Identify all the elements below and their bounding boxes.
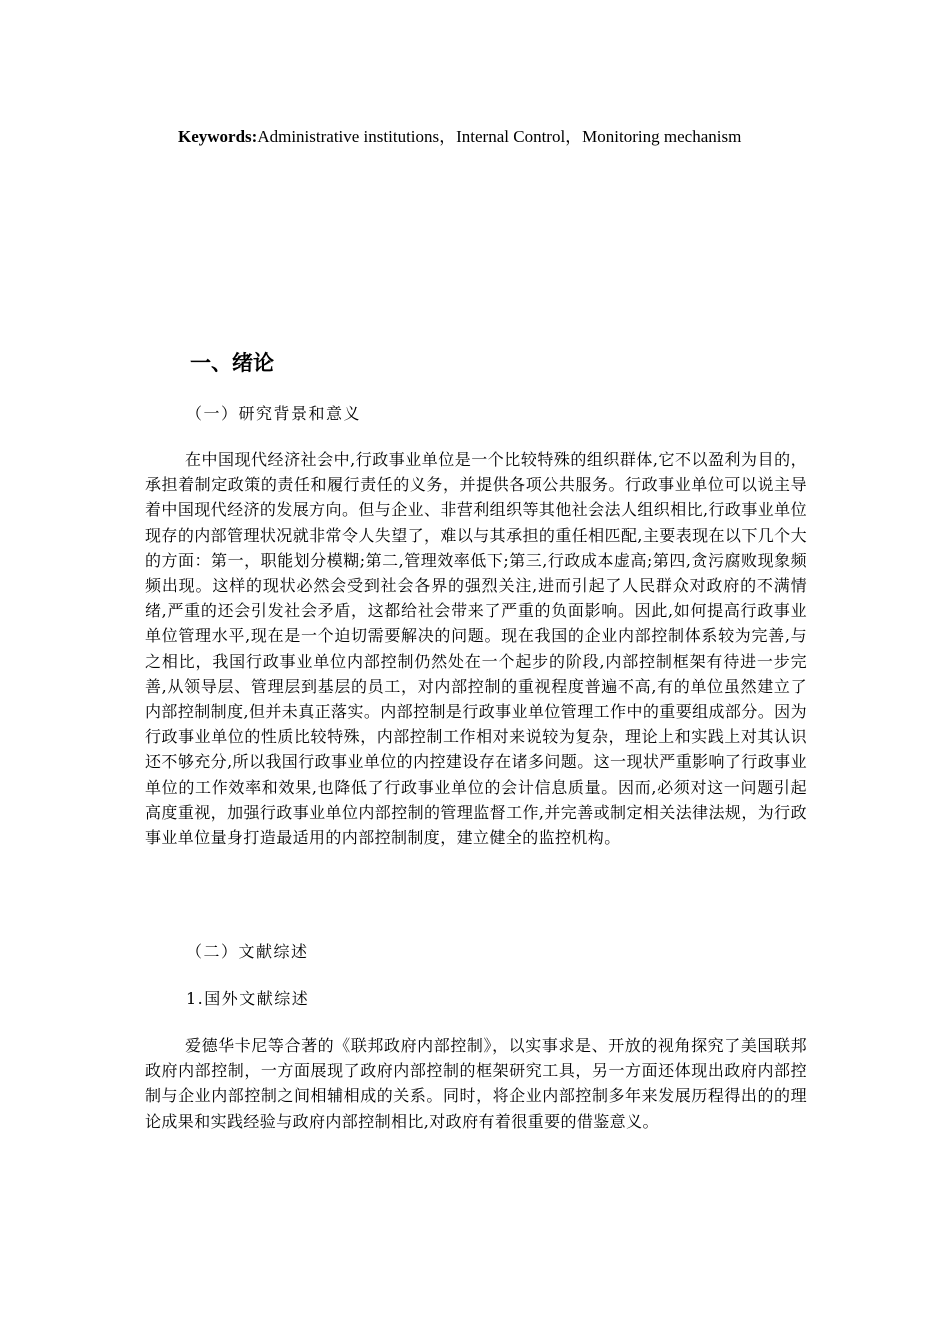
subsubsection-heading-foreign-literature: 1.国外文献综述 xyxy=(186,989,310,1008)
keywords-label: Keywords: xyxy=(178,127,258,146)
keywords-text: Administrative institutions，Internal Control，Monitoring mechanism xyxy=(257,127,742,146)
foreign-literature-paragraph: 爱德华卡尼等合著的《联邦政府内部控制》，以实事求是、开放的视角探究了美国联邦政府内部控制，一方面展现了政府内部控制的框架研究工具，另一方面还体现出政府内部控制与企业内部控制之间相辅相成的关系。同时，将企业内部控制多年来发展历程得出的的理论成果和实践经验与政府内部控制相比,对政府有着很重要的借鉴意义。 xyxy=(145,1036,807,1131)
subsection-heading-background: （一）研究背景和意义 xyxy=(186,404,362,423)
subsection-heading-literature-review: （二）文献综述 xyxy=(186,942,309,961)
keywords-line xyxy=(178,126,858,148)
background-paragraph: 在中国现代经济社会中,行政事业单位是一个比较特殊的组织群体,它不以盈利为目的，承担着制定政策的责任和履行责任的义务，并提供各项公共服务。行政事业单位可以说主导着中国现代经济的发展方向。但与企业、非营利组织等其他社会法人组织相比,行政事业单位现存的内部管理状况就非常令人失望了，难以与其承担的重任相匹配,主要表现在以下几个大的方面：第一，职能划分模糊;第二,管理效率低下;第三,行政成本虚高;第四,贪污腐败现象频频出现。这样的现状必然会受到社会各界的强烈关注,进而引起了人民群众对政府的不满情绪,严重的还会引发社会矛盾，这都给社会带来了严重的负面影响。因此,如何提高行政事业单位管理水平,现在是一个迫切需要解决的问题。现在我国的企业内部控制体系较为完善,与之相比，我国行政事业单位内部控制仍然处在一个起步的阶段,内部控制框架有待进一步完善,从领导层、管理层到基层的员工，对内部控制的重视程度普遍不高,有的单位虽然建立了内部控制制度,但并未真正落实。内部控制是行政事业单位管理工作中的重要组成部分。因为行政事业单位的性质比较特殊，内部控制工作相对来说较为复杂，理论上和实践上对其认识还不够充分,所以我国行政事业单位的内控建设存在诸多问题。这一现状严重影响了行政事业单位的工作效率和效果,也降低了行政事业单位的会计信息质量。因而,必须对这一问题引起高度重视，加强行政事业单位内部控制的管理监督工作,并完善或制定相关法律法规，为行政事业单位量身打造最适用的内部控制制度，建立健全的监控机构。 xyxy=(145,450,807,848)
section-heading-introduction: 一、绪论 xyxy=(190,351,274,375)
